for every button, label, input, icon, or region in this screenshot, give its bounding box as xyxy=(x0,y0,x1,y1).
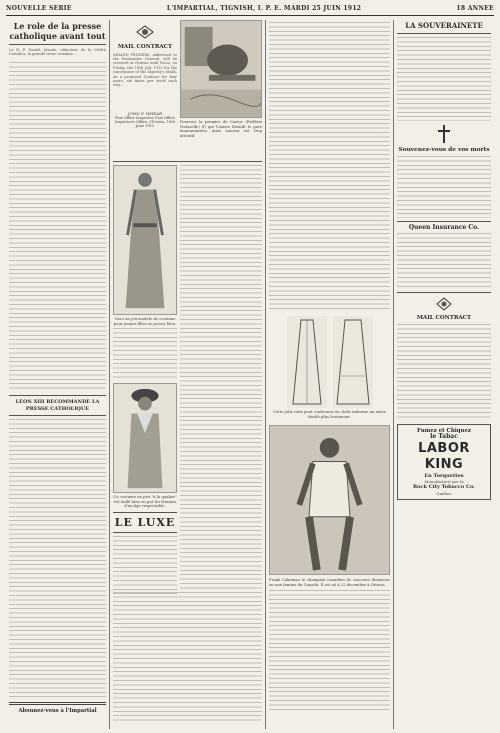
column-2-article xyxy=(180,165,262,589)
tobacco-ad xyxy=(397,424,491,500)
patterns-caption: Cette jolie robe peut s'adresser en châle inderme un autre drafté plus lentement. xyxy=(273,409,386,419)
masthead xyxy=(6,4,494,16)
athlete-photo xyxy=(269,425,390,575)
dress-patterns xyxy=(269,316,390,408)
dress-illustration-1 xyxy=(113,165,177,315)
souvenez-text xyxy=(397,156,491,218)
cross-icon xyxy=(397,125,491,147)
souvenez-title: Souvenez-vous de vos morts xyxy=(398,147,490,153)
column-4 xyxy=(394,20,494,729)
crest-icon xyxy=(113,24,177,44)
article-body xyxy=(9,62,106,392)
pattern-figure-2 xyxy=(333,316,373,408)
dress-caption-1: Voici un joli modele de costume pour jeunes filles en jersey bleu. xyxy=(113,316,177,326)
dress-caption-2: Ce costume un peu "à la quaker" est taillé bien en par les femmes d'un âge respectable. xyxy=(113,494,177,509)
subscribe-line: Abonnez-vous à l'Impartial xyxy=(18,708,97,714)
beaver-illustration xyxy=(180,20,262,118)
mail-contract-text: SEALED TENDERS, addressed to the Postmaster General, will be received at Ottawa until Noon, on Friday, the 19th July 1912 for the conveyance of His Majesty's Mails, on a proposed Contract for four years, six times per week each way... xyxy=(113,52,177,88)
queen-insurance-title: Queen Insurance Co. xyxy=(408,223,480,231)
tobacco-ad-company: Rock City Tobacco Co. xyxy=(413,484,475,491)
dress-article xyxy=(113,328,177,380)
souverainete-headline: LA SOUVERAINETE xyxy=(405,21,483,30)
tobacco-ad-maker: Manufacturé par la xyxy=(424,479,464,485)
column-3 xyxy=(266,20,394,729)
column-3-bottom-text xyxy=(269,590,390,710)
column-3-article xyxy=(269,22,390,312)
masthead-right: 18 ANNEE xyxy=(456,5,494,12)
tobacco-ad-brand: LABOR KING xyxy=(418,440,470,472)
column-2-bottom-text xyxy=(113,592,262,722)
column-2 xyxy=(110,20,266,729)
tobacco-ad-line2: le Tabac xyxy=(430,433,458,441)
article-subhead: LEON XIII RECOMMANDE LA PRESSE CATHOLIQUE xyxy=(15,399,100,412)
athlete-caption: Frank Lukeman le champion canadien de concours distances en une femme du Canada. Il est né à 22 decembre à Ottawa. xyxy=(269,577,390,587)
mail-contract-title: MAIL CONTRACT xyxy=(117,44,173,50)
tobacco-ad-sub: En Torquettes xyxy=(424,472,464,479)
tobacco-ad-city: Québec xyxy=(436,490,452,496)
article-lead: Le R. P. Daniel, jésuite, rédacteur de la Civiltà Cattolica, la grande revue romaine... xyxy=(9,48,106,57)
article-body-2 xyxy=(9,419,106,699)
crest-icon-2 xyxy=(397,296,491,315)
masthead-center: L'IMPARTIAL, TIGNISH, I. P. E. MARDI 25 JUIN 1912 xyxy=(166,5,362,12)
dress-illustration-2 xyxy=(113,383,177,493)
mail-contract-text-2 xyxy=(397,324,491,420)
beaver-caption: Pourvoir la premier de Castor (Parlbriz Naturelle) 8) qui l'année blendit le gare montantantes, mais Laurier est trop attentif. xyxy=(180,119,262,138)
tobacco-ad-line1: Fumez et Chiquez xyxy=(417,427,471,434)
mail-contract-title-2: MAIL CONTRACT xyxy=(416,315,472,322)
article-headline: Le role de la presse catholique avant tout xyxy=(9,21,106,41)
masthead-left: NOUVELLE SERIE xyxy=(6,5,72,12)
column-1 xyxy=(6,20,110,729)
mail-contract-box xyxy=(113,20,177,158)
queen-insurance-text xyxy=(397,233,491,289)
newspaper-page xyxy=(6,4,494,729)
pattern-figure-1 xyxy=(287,316,327,408)
luxe-title: LE LUXE xyxy=(114,515,176,529)
mail-contract-sign-sub: Post Office Inspector. Post Office Inspector's Office, Ch'town, 10th June 1912 xyxy=(114,115,176,128)
luxe-article xyxy=(113,536,177,596)
column-4-article xyxy=(397,37,491,121)
mail-contract-sign: JOHN F. WHEAR xyxy=(127,110,163,116)
